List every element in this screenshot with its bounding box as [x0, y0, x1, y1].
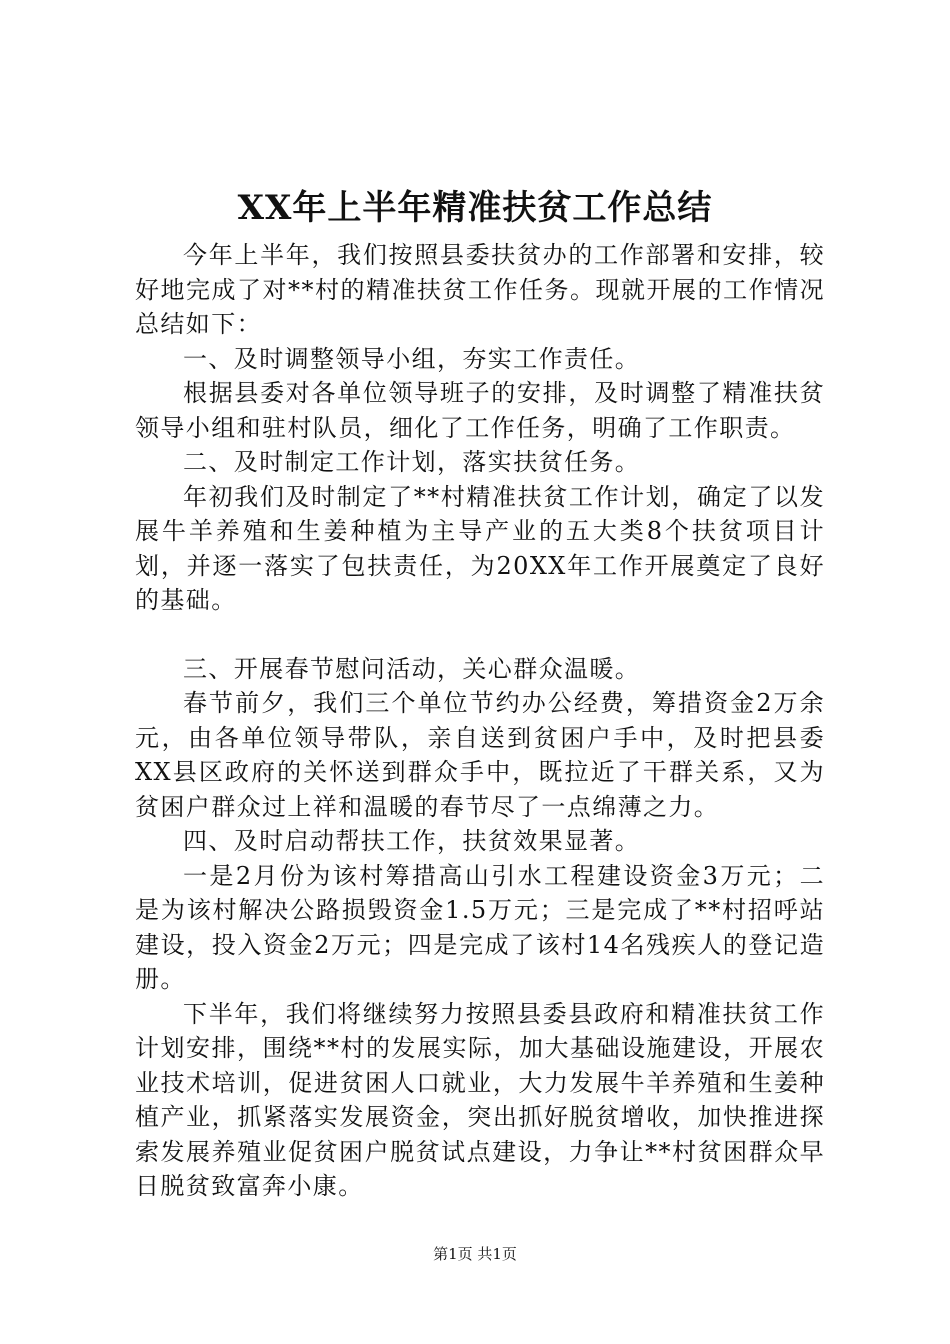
section-heading-3: 三、开展春节慰问活动，关心群众温暖。	[183, 654, 641, 683]
document-body	[135, 238, 825, 1204]
section-paragraph-4: 一是2月份为该村筹措高山引水工程建设资金3万元；二是为该村解决公路损毁资金1.5万元；三是完成了**村招呼站建设，投入资金2万元；四是完成了该村14名残疾人的登记造册。	[135, 861, 825, 993]
section-heading-2: 二、及时制定工作计划，落实扶贫任务。	[183, 448, 641, 476]
section-heading-1: 一、及时调整领导小组，夯实工作责任。	[183, 344, 641, 373]
section-paragraph-2: 年初我们及时制定了**村精准扶贫工作计划，确定了以发展牛羊养殖和生姜种植为主导产业的五大类8个扶贫项目计划，并逐一落实了包扶责任，为20XX年工作开展奠定了良好的基础。	[135, 482, 825, 614]
document-title: XX年上半年精准扶贫工作总结	[237, 188, 713, 228]
section-paragraph-3: 春节前夕，我们三个单位节约办公经费，筹措资金2万余元，由各单位领导带队，亲自送到贫困户手中，及时把县委XX县区政府的关怀送到群众手中，既拉近了干群关系，又为贫困户群众过上祥和温暖的春节尽了一点绵薄之力。	[135, 689, 825, 821]
intro-paragraph: 今年上半年，我们按照县委扶贫办的工作部署和安排，较好地完成了对**村的精准扶贫工作任务。现就开展的工作情况总结如下：	[135, 241, 825, 338]
closing-paragraph: 下半年，我们将继续努力按照县委县政府和精准扶贫工作计划安排，围绕**村的发展实际，加大基础设施建设，开展农业技术培训，促进贫困人口就业，大力发展牛羊养殖和生姜种植产业，抓紧落实发展资金，突出抓好脱贫增收，加快推进探索发展养殖业促贫困户脱贫试点建设，力争让**村贫困群众早日脱贫致富奔小康。	[135, 999, 825, 1200]
section-heading-4: 四、及时启动帮扶工作，扶贫效果显著。	[183, 827, 641, 855]
section-paragraph-1: 根据县委对各单位领导班子的安排，及时调整了精准扶贫领导小组和驻村队员，细化了工作任务，明确了工作职责。	[135, 379, 825, 442]
page-footer: 第1页 共1页	[433, 1245, 517, 1263]
